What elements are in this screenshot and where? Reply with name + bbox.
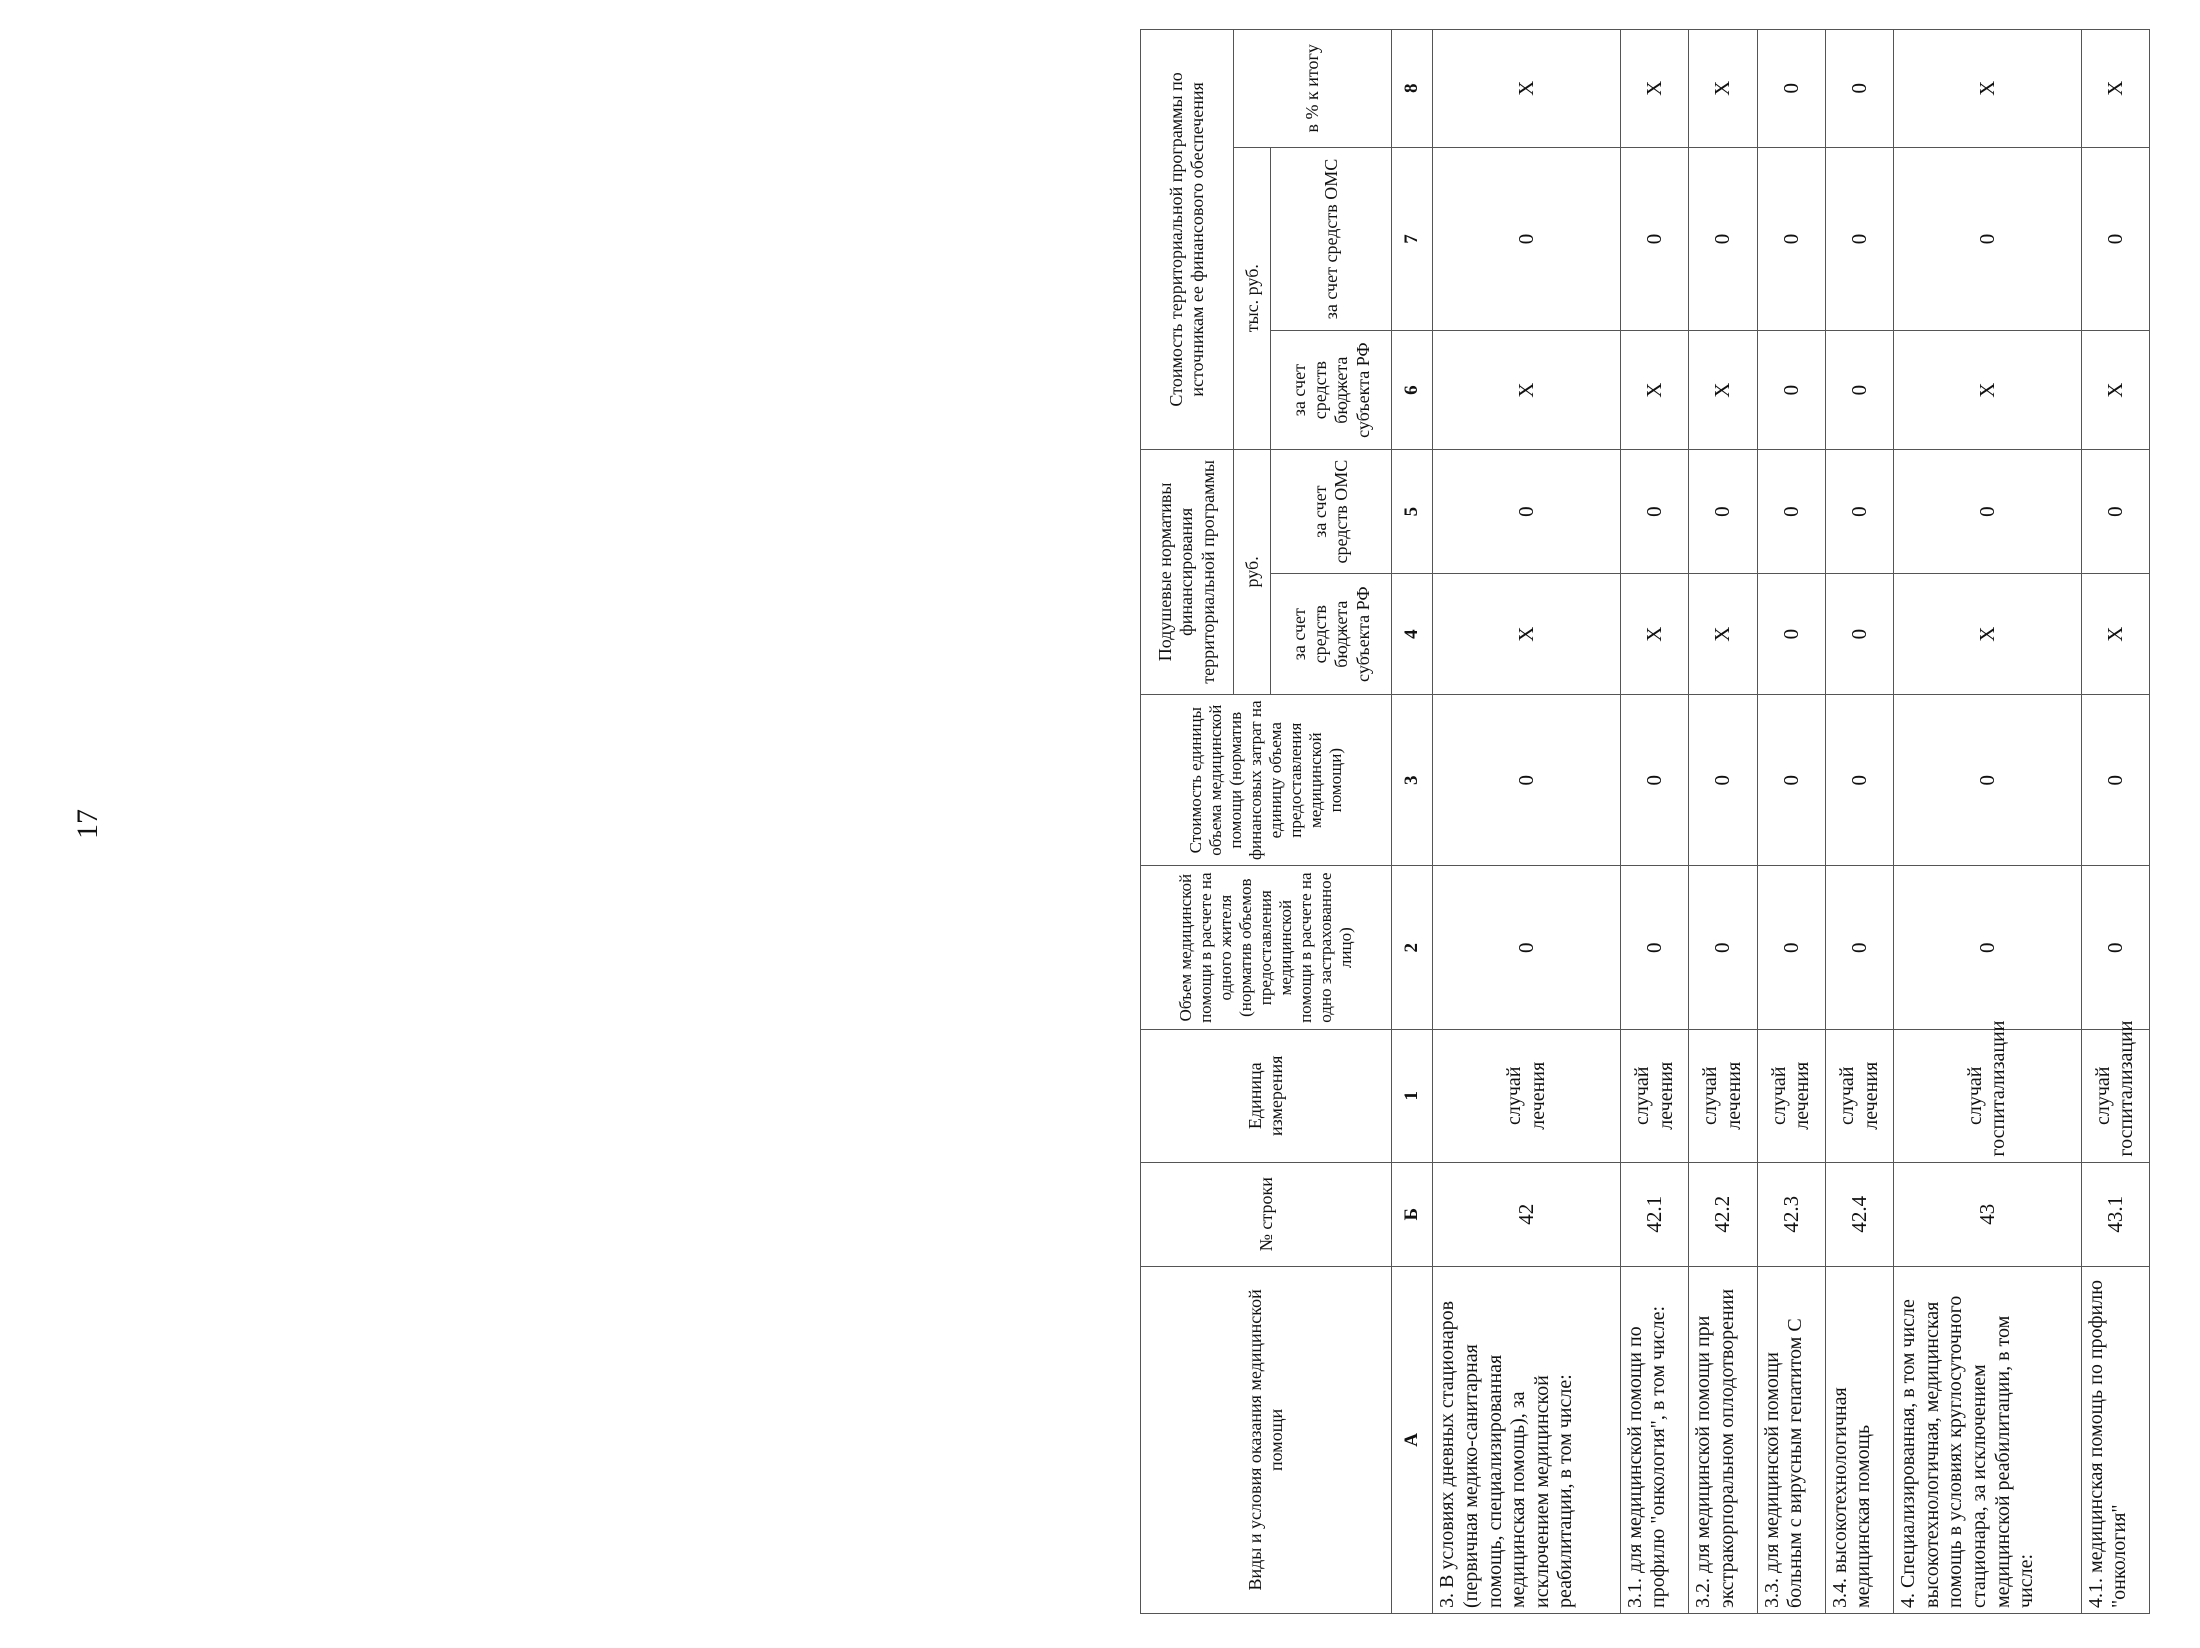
cell-percapita-oms: 0 bbox=[1894, 449, 2081, 574]
row-name: 3. В условиях дневных стационаров (первичная медико-санитарная помощь, специализированная медицинская помощь), за исключением медицинской реабилитации, в том числе: bbox=[1433, 1266, 1620, 1613]
row-name: 3.4. высокотехнологичная медицинская помощь bbox=[1825, 1266, 1893, 1613]
cell-percapita-budget: 0 bbox=[1825, 574, 1893, 695]
cell-percapita-oms: 0 bbox=[1757, 449, 1825, 574]
column-number: 8 bbox=[1392, 30, 1433, 148]
cell-total-oms: 0 bbox=[1620, 147, 1688, 331]
header-row-1 bbox=[1141, 30, 1234, 1614]
cell-percent-total: X bbox=[2081, 30, 2149, 148]
cell-percent-total: 0 bbox=[1757, 30, 1825, 148]
row-number: 43 bbox=[1894, 1162, 2081, 1266]
table-row bbox=[2081, 30, 2149, 1614]
row-name: 4. Специализированная, в том числе высокотехнологичная, медицинская помощь в условиях круглосуточного стационара, за исключением медицинской реабилитации, в том числе: bbox=[1894, 1266, 2081, 1613]
cell-total-oms: 0 bbox=[1894, 147, 2081, 331]
cell-total-budget: X bbox=[2081, 331, 2149, 449]
cell-unit-cost: 0 bbox=[2081, 694, 2149, 866]
header-oms-2: за счет средств ОМС bbox=[1271, 147, 1392, 331]
cell-total-oms: 0 bbox=[2081, 147, 2149, 331]
table-row bbox=[1433, 30, 1620, 1614]
cell-unit-cost: 0 bbox=[1894, 694, 2081, 866]
table-row bbox=[1620, 30, 1688, 1614]
cell-unit-cost: 0 bbox=[1825, 694, 1893, 866]
cell-percapita-budget: X bbox=[1433, 574, 1620, 695]
header-unit: Единица измерения bbox=[1141, 1029, 1392, 1162]
header-budget-rf-2: за счет средств бюджета субъекта РФ bbox=[1271, 331, 1392, 449]
cell-total-budget: 0 bbox=[1825, 331, 1893, 449]
cell-percapita-budget: 0 bbox=[1757, 574, 1825, 695]
cell-total-oms: 0 bbox=[1825, 147, 1893, 331]
financing-table bbox=[1140, 29, 2150, 1614]
cell-percent-total: X bbox=[1620, 30, 1688, 148]
cell-percent-total: X bbox=[1433, 30, 1620, 148]
column-number: 7 bbox=[1392, 147, 1433, 331]
cell-unit-cost: 0 bbox=[1620, 694, 1688, 866]
cell-percapita-budget: X bbox=[1689, 574, 1757, 695]
row-name: 3.2. для медицинской помощи при экстракорпоральном оплодотворении bbox=[1689, 1266, 1757, 1613]
table-row bbox=[1689, 30, 1757, 1614]
header-thousand-rub: тыс. руб. bbox=[1234, 147, 1271, 449]
cell-percapita-budget: X bbox=[2081, 574, 2149, 695]
row-number: 42.3 bbox=[1757, 1162, 1825, 1266]
cell-percent-total: 0 bbox=[1825, 30, 1893, 148]
cell-percapita-oms: 0 bbox=[1433, 449, 1620, 574]
cell-total-budget: X bbox=[1620, 331, 1688, 449]
header-types-and-conditions: Виды и условия оказания медицинской помощи bbox=[1141, 1266, 1392, 1613]
row-unit: случай лечения bbox=[1825, 1029, 1893, 1162]
row-number: 43.1 bbox=[2081, 1162, 2149, 1266]
header-volume: Объем медицинской помощи в расчете на одного жителя (норматив объемов предоставления медицинской помощи в расчете на одно застрахованное лицо) bbox=[1141, 866, 1392, 1029]
row-unit: случай лечения bbox=[1620, 1029, 1688, 1162]
row-number: 42.1 bbox=[1620, 1162, 1688, 1266]
cell-total-oms: 0 bbox=[1433, 147, 1620, 331]
cell-total-oms: 0 bbox=[1689, 147, 1757, 331]
table-body bbox=[1433, 30, 2150, 1614]
row-name: 4.1. медицинская помощь по профилю "онкология" bbox=[2081, 1266, 2149, 1613]
column-number: Б bbox=[1392, 1162, 1433, 1266]
cell-percapita-oms: 0 bbox=[1825, 449, 1893, 574]
header-budget-rf-1: за счет средств бюджета субъекта РФ bbox=[1271, 574, 1392, 695]
cell-volume: 0 bbox=[1620, 866, 1688, 1029]
row-unit: случай госпитализации bbox=[2081, 1029, 2149, 1162]
column-number-row bbox=[1392, 30, 1433, 1614]
header-unit-cost: Стоимость единицы объема медицинской помощи (норматив финансовых затрат на единицу объема предоставления медицинской помощи) bbox=[1141, 694, 1392, 866]
rotated-table-container bbox=[1140, 29, 2200, 1614]
cell-unit-cost: 0 bbox=[1757, 694, 1825, 866]
table-row bbox=[1825, 30, 1893, 1614]
cell-volume: 0 bbox=[1757, 866, 1825, 1029]
column-number: 5 bbox=[1392, 449, 1433, 574]
cell-percapita-budget: X bbox=[1620, 574, 1688, 695]
cell-percapita-oms: 0 bbox=[2081, 449, 2149, 574]
cell-percent-total: X bbox=[1689, 30, 1757, 148]
cell-percapita-budget: X bbox=[1894, 574, 2081, 695]
row-unit: случай госпитализации bbox=[1894, 1029, 2081, 1162]
header-row-no: № строки bbox=[1141, 1162, 1392, 1266]
header-per-capita: Подушевые нормативы финансирования территориальной программы bbox=[1141, 449, 1234, 694]
table-row bbox=[1757, 30, 1825, 1614]
row-name: 3.3. для медицинской помощи больным с вирусным гепатитом С bbox=[1757, 1266, 1825, 1613]
header-percent-total: в % к итогу bbox=[1234, 30, 1392, 148]
row-unit: случай лечения bbox=[1433, 1029, 1620, 1162]
row-number: 42.4 bbox=[1825, 1162, 1893, 1266]
row-number: 42.2 bbox=[1689, 1162, 1757, 1266]
cell-total-budget: X bbox=[1689, 331, 1757, 449]
cell-unit-cost: 0 bbox=[1689, 694, 1757, 866]
row-unit: случай лечения bbox=[1689, 1029, 1757, 1162]
cell-volume: 0 bbox=[1825, 866, 1893, 1029]
table-row bbox=[1894, 30, 2081, 1614]
header-oms-1: за счет средств ОМС bbox=[1271, 449, 1392, 574]
cell-volume: 0 bbox=[1894, 866, 2081, 1029]
cell-percapita-oms: 0 bbox=[1689, 449, 1757, 574]
row-name: 3.1. для медицинской помощи по профилю "онкология", в том числе: bbox=[1620, 1266, 1688, 1613]
cell-total-budget: 0 bbox=[1757, 331, 1825, 449]
page-number: 17 bbox=[71, 809, 104, 839]
cell-volume: 0 bbox=[1689, 866, 1757, 1029]
cell-unit-cost: 0 bbox=[1433, 694, 1620, 866]
header-rub: руб. bbox=[1234, 449, 1271, 694]
cell-volume: 0 bbox=[2081, 866, 2149, 1029]
column-number: А bbox=[1392, 1266, 1433, 1613]
column-number: 4 bbox=[1392, 574, 1433, 695]
cell-total-oms: 0 bbox=[1757, 147, 1825, 331]
row-unit: случай лечения bbox=[1757, 1029, 1825, 1162]
header-total-cost: Стоимость территориальной программы по источникам ее финансового обеспечения bbox=[1141, 30, 1234, 450]
cell-total-budget: X bbox=[1894, 331, 2081, 449]
cell-total-budget: X bbox=[1433, 331, 1620, 449]
cell-percent-total: X bbox=[1894, 30, 2081, 148]
cell-volume: 0 bbox=[1433, 866, 1620, 1029]
column-number: 6 bbox=[1392, 331, 1433, 449]
column-number: 3 bbox=[1392, 694, 1433, 866]
column-number: 2 bbox=[1392, 866, 1433, 1029]
column-number: 1 bbox=[1392, 1029, 1433, 1162]
row-number: 42 bbox=[1433, 1162, 1620, 1266]
cell-percapita-oms: 0 bbox=[1620, 449, 1688, 574]
